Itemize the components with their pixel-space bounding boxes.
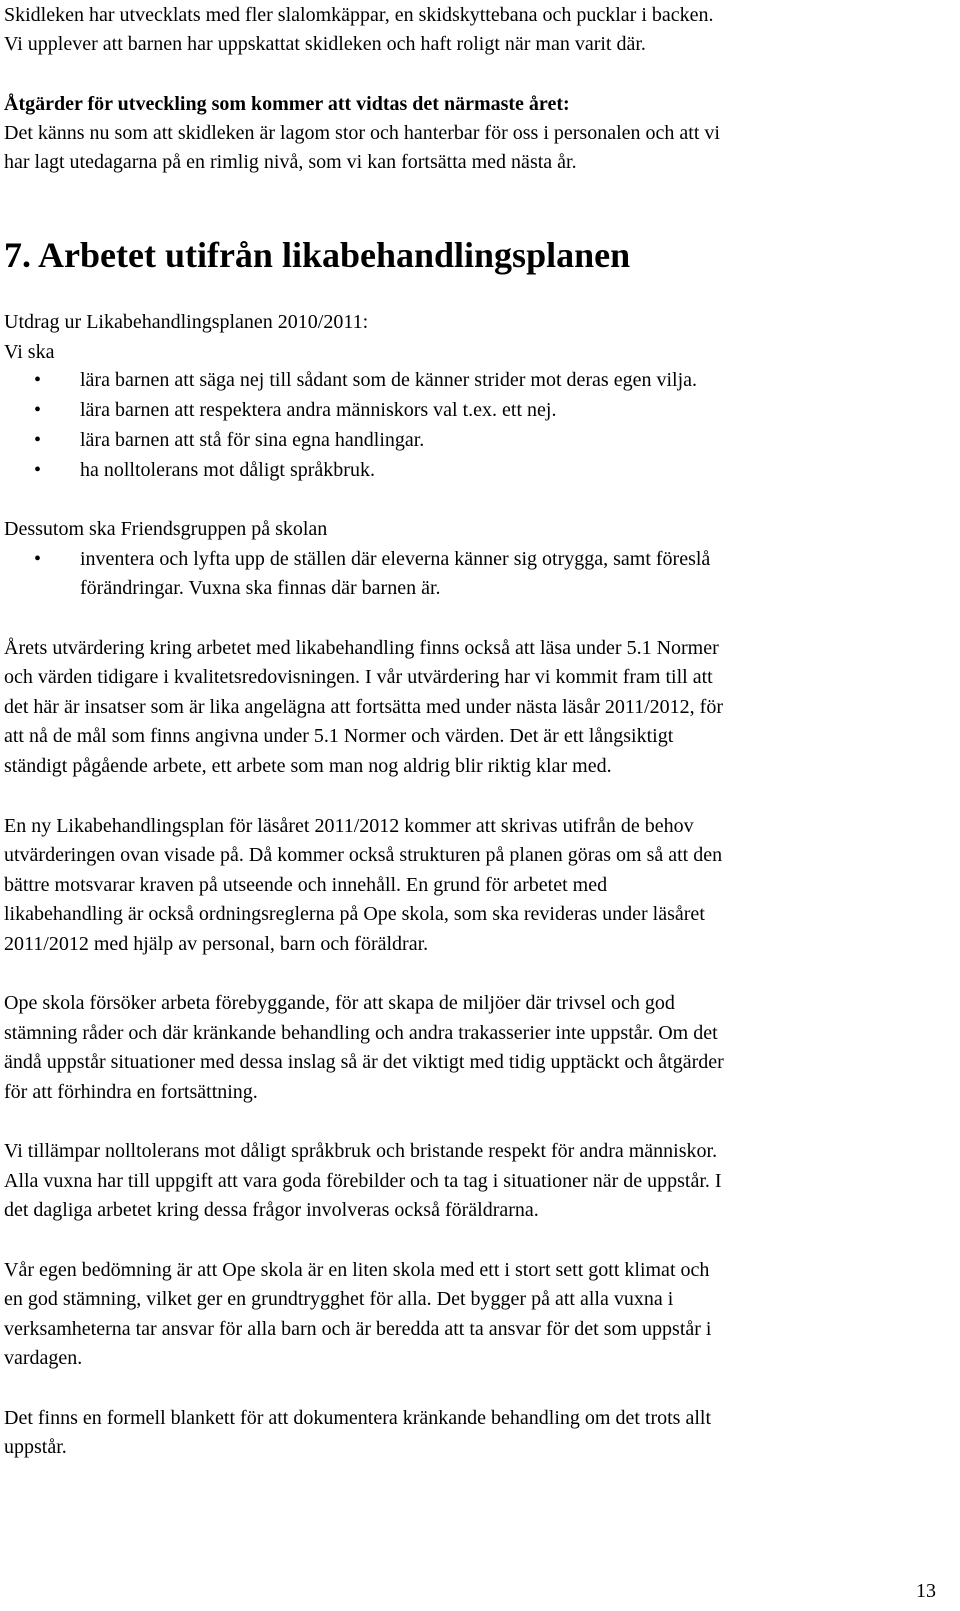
paragraph-line: en god stämning, vilket ger en grundtrygghet för alla. Det bygger på att alla vuxna i [4, 1288, 674, 1310]
atgarder-line: har lagt utedagarna på en rimlig nivå, som vi kan fortsätta med nästa år. [4, 151, 577, 173]
paragraph-line: utvärderingen ovan visade på. Då kommer också strukturen på planen göras om så att den [4, 844, 723, 866]
bullet-marker: • [34, 548, 42, 570]
page-number: 13 [916, 1580, 936, 1602]
bullet-item: lära barnen att stå för sina egna handlingar. [80, 429, 425, 451]
utdrag-line: Vi ska [4, 341, 55, 363]
paragraph-line: bättre motsvarar kraven på utseende och innehåll. En grund för arbetet med [4, 874, 608, 896]
paragraph-line: ständigt pågående arbete, ett arbete som man nog aldrig blir riktig klar med. [4, 755, 612, 777]
paragraph-line: Ope skola försöker arbeta förebyggande, för att skapa de miljöer där trivsel och god [4, 992, 675, 1014]
paragraph-line: och värden tidigare i kvalitetsredovisningen. I vår utvärdering har vi kommit fram till att [4, 666, 713, 688]
paragraph-line: för att förhindra en fortsättning. [4, 1081, 258, 1103]
utdrag-line: Utdrag ur Likabehandlingsplanen 2010/2011: [4, 311, 369, 333]
bullet-item: lära barnen att respektera andra människors val t.ex. ett nej. [80, 399, 557, 421]
paragraph-line: vardagen. [4, 1347, 83, 1369]
bullet-item: ha nolltolerans mot dåligt språkbruk. [80, 459, 375, 481]
bullet-item-continuation: förändringar. Vuxna ska finnas där barnen är. [80, 577, 441, 599]
bullet-marker: • [34, 399, 42, 421]
paragraph-line: uppstår. [4, 1436, 67, 1458]
bullet-item: lära barnen att säga nej till sådant som de känner strider mot deras egen vilja. [80, 369, 698, 391]
paragraph-line: En ny Likabehandlingsplan för läsåret 2011/2012 kommer att skrivas utifrån de behov [4, 815, 694, 837]
atgarder-heading: Åtgärder för utveckling som kommer att vidtas det närmaste året: [4, 93, 570, 115]
intro-line: Vi upplever att barnen har uppskattat skidleken och haft roligt när man varit där. [4, 33, 646, 55]
paragraph-line: Årets utvärdering kring arbetet med likabehandling finns också att läsa under 5.1 Normer [4, 637, 719, 659]
intro-line: Skidleken har utvecklats med fler slalomkäppar, en skidskyttebana och pucklar i backen. [4, 4, 714, 26]
atgarder-line: Det känns nu som att skidleken är lagom stor och hanterbar för oss i personalen och att vi [4, 122, 720, 144]
bullet-marker: • [34, 369, 42, 391]
bullet-item: inventera och lyfta upp de ställen där eleverna känner sig otrygga, samt föreslå [80, 548, 711, 570]
bullet-marker: • [34, 459, 42, 481]
paragraph-line: Vi tillämpar nolltolerans mot dåligt språkbruk och bristande respekt för andra människor. [4, 1140, 718, 1162]
paragraph-line: Det finns en formell blankett för att dokumentera kränkande behandling om det trots allt [4, 1407, 712, 1429]
paragraph-line: likabehandling är också ordningsreglerna på Ope skola, som ska revideras under läsåret [4, 903, 705, 925]
bullet-marker: • [34, 429, 42, 451]
paragraph-line: Alla vuxna har till uppgift att vara goda förebilder och ta tag i situationer när de uppstår. I [4, 1170, 722, 1192]
paragraph-line: att nå de mål som finns angivna under 5.1 Normer och värden. Det är ett långsiktigt [4, 725, 674, 747]
paragraph-line: verksamheterna tar ansvar för alla barn och är beredda att ta ansvar för det som uppstår i [4, 1318, 712, 1340]
paragraph-line: det dagliga arbetet kring dessa frågor involveras också föräldrarna. [4, 1199, 539, 1221]
dessutom-line: Dessutom ska Friendsgruppen på skolan [4, 518, 328, 540]
paragraph-line: det här är insatser som är lika angelägna att fortsätta med under nästa läsår 2011/2012, för [4, 696, 724, 718]
paragraph-line: ändå uppstår situationer med dessa inslag så är det viktigt med tidig upptäckt och åtgärder [4, 1051, 724, 1073]
paragraph-line: Vår egen bedömning är att Ope skola är en liten skola med ett i stort sett gott klimat och [4, 1259, 710, 1281]
paragraph-line: 2011/2012 med hjälp av personal, barn och föräldrar. [4, 933, 429, 955]
paragraph-line: stämning råder och där kränkande behandling och andra trakasserier inte uppstår. Om det [4, 1022, 718, 1044]
section-title: 7. Arbetet utifrån likabehandlingsplanen [4, 235, 631, 275]
